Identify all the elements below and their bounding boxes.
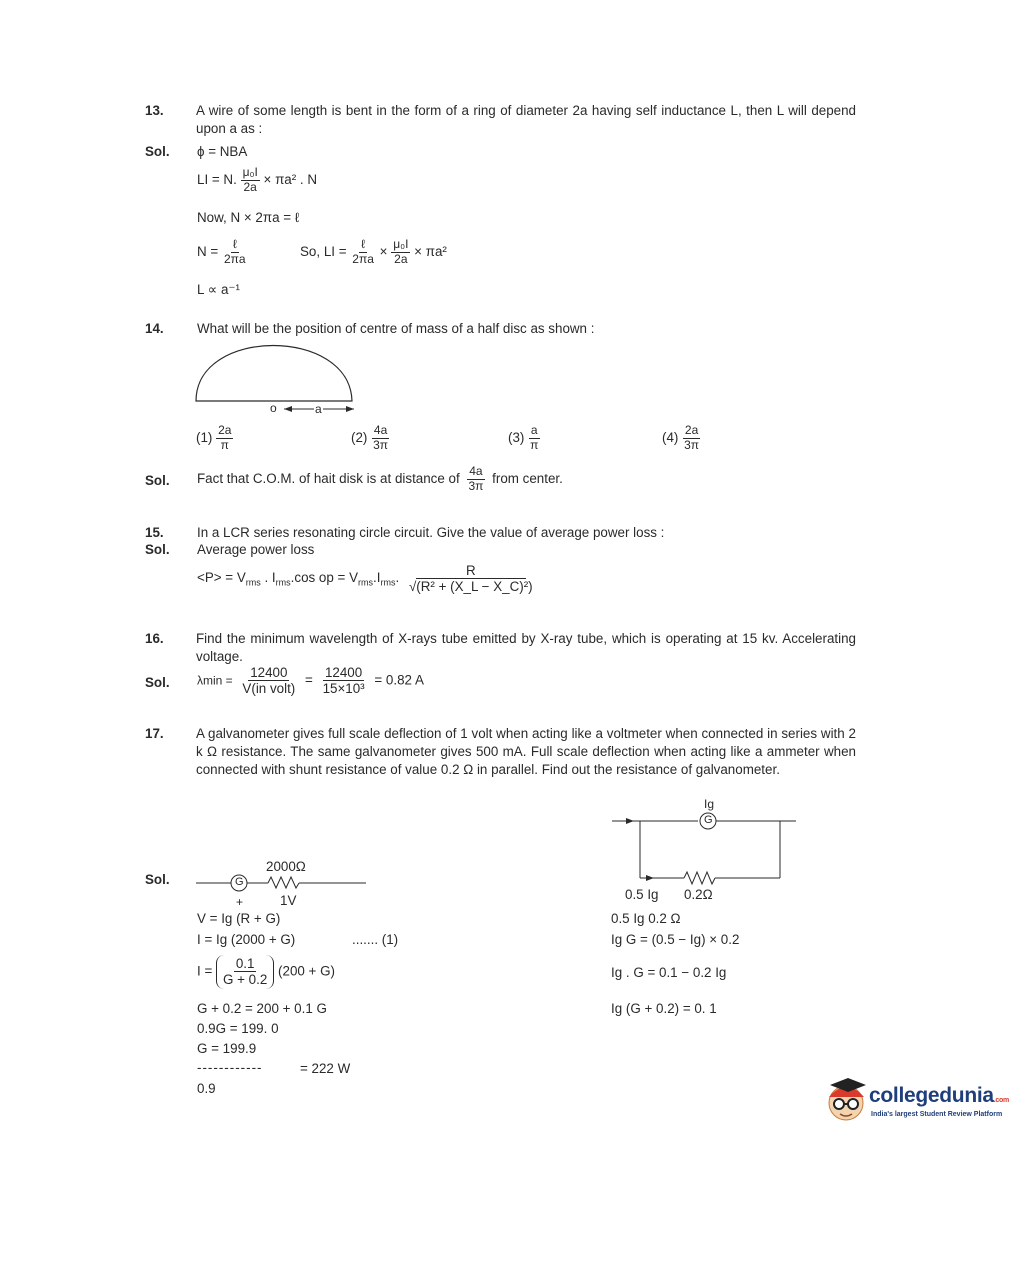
q13-frac1: $\frac{\text{μ₀I}}{2a}$	[242, 165, 258, 194]
q13-question: A wire of some length is bent in the form of a ring of diameter 2a having self inductance L, then L will depend upon a as :	[196, 103, 856, 136]
q13-line3: Now, N × 2πa = ℓ	[197, 210, 300, 225]
q15-fraction: $\frac{R}{\text{√(R² + (X\_L − X\_C)²)}}$	[408, 563, 533, 595]
q13-line4: N = $\frac{\text{ℓ}}{2\pi a}$	[197, 237, 246, 266]
q17-left-dashes: ------------	[197, 1060, 263, 1075]
q17-left-frac-line: I = $\frac{0.1}{G + 0.2}$ (200 + G)	[197, 956, 335, 988]
q17-left-line2: I = Ig (2000 + G)	[197, 932, 296, 947]
q17-left-line3: G + 0.2 = 200 + 0.1 G	[197, 1001, 327, 1016]
fig-radius-label: a	[315, 402, 322, 416]
q14-sol-label: Sol.	[145, 473, 170, 488]
half-disc-outline	[196, 346, 352, 402]
q17-right-line1: 0.5 Ig 0.2 Ω	[611, 911, 681, 926]
q17-right-line2: Ig G = (0.5 − Ig) × 0.2	[611, 932, 740, 947]
q15-number: 15.	[145, 525, 164, 540]
fig2-ig-label: Ig	[704, 797, 715, 811]
fig-origin-label: o	[270, 401, 277, 415]
q17-left-denominator: 0.9	[197, 1081, 216, 1096]
q14-option-3: (3) $\frac{a}{\pi}$	[508, 423, 539, 452]
q16-sol-label: Sol.	[145, 675, 170, 690]
q13-line5: So, LI = $\frac{\text{ℓ}}{2\pi a}$ × $\frac{\text{μ₀I}}{2a}$ × πa²	[300, 237, 447, 266]
q17-sol-label: Sol.	[145, 872, 170, 887]
current-arrow	[626, 818, 634, 824]
q13-sol-label: Sol.	[145, 144, 170, 159]
q15-line1: Average power loss	[197, 542, 315, 557]
fig1-resistor-label: 2000Ω	[266, 859, 306, 874]
half-disc-figure	[190, 335, 365, 425]
q13-line2: LI = N. $\frac{\text{μ₀I}}{2a}$ × πa² . N	[197, 165, 318, 194]
fig2-current-label: 0.5 Ig	[625, 887, 659, 902]
q17-right-line4: Ig (G + 0.2) = 0. 1	[611, 1001, 717, 1016]
q14-question: What will be the position of centre of mass of a half disc as shown :	[197, 321, 595, 336]
q14-number: 14.	[145, 321, 164, 336]
fig1-voltage-label: 1V	[280, 893, 297, 908]
q14-solution: Fact that C.O.M. of hait disk is at distance of $\frac{4a}{3\pi}$ from center.	[197, 464, 563, 493]
fig2-resistor-label: 0.2Ω	[684, 887, 713, 902]
q14-option-1: (1) $\frac{2a}{\pi}$	[196, 423, 232, 452]
q13-line1: ϕ = NBA	[197, 144, 248, 159]
q16-number: 16.	[145, 631, 164, 646]
radius-arrow-right	[346, 406, 354, 412]
q15-sol-label: Sol.	[145, 542, 170, 557]
fig1-g-label: G	[235, 876, 244, 888]
fig1-plus-label: +	[236, 895, 244, 909]
q17-left-line1: V = Ig (R + G)	[197, 911, 281, 926]
radius-arrow-left	[284, 406, 292, 412]
q17-number: 17.	[145, 726, 164, 741]
logo-brand-text: collegedunia.com	[869, 1084, 1009, 1107]
q17-right-line3: Ig . G = 0.1 − 0.2 Ig	[611, 965, 727, 980]
q15-question: In a LCR series resonating circle circuit. Give the value of average power loss :	[197, 525, 665, 540]
shunt-resistor	[684, 872, 715, 884]
q13-number: 13.	[145, 103, 164, 118]
q17-left-line4: 0.9G = 199. 0	[197, 1021, 279, 1036]
q14-option-2: (2) $\frac{4a}{3\pi}$	[351, 423, 389, 452]
q13-frac2: $\frac{\text{ℓ}}{2\pi a}$	[223, 237, 246, 266]
q17-question: A galvanometer gives full scale deflection of 1 volt when acting like a voltmeter when connected in series with 2 k Ω resistance. The same galvanometer gives 500 mA. Full scale deflection when acting like a ammeter when connected with shunt resistance of value 0.2 Ω in parallel. Find out the resistance of galvanometer.	[196, 726, 856, 777]
logo-tagline: India's largest Student Review Platform	[871, 1111, 1003, 1118]
mascot-logo-icon	[826, 1075, 868, 1127]
q16-solution: λmin = $\frac{12400}{\text{V(in volt)}}$ = $\frac{12400}{\text{15×10³}}$ = 0.82 A	[197, 665, 424, 697]
voltmeter-circuit-figure	[196, 872, 368, 894]
q17-left-line5: G = 199.9	[197, 1041, 257, 1056]
q14-option-4: (4) $\frac{2a}{3\pi}$	[662, 423, 700, 452]
q15-line2: $<P> = V_{rms}$ . $I_{rms}.\cos$ op = $V_{rms}.I_{rms}$. $\frac{R}{\text{√(R² + (X\_L − X\_C)²)}}$	[197, 563, 533, 595]
q16-question: Find the minimum wavelength of X-rays tube emitted by X-ray tube, which is operating at 15 kv. Accelerating voltage.	[196, 631, 856, 664]
q17-left-result: = 222 W	[300, 1061, 351, 1076]
q13-line6: L ∝ a⁻¹	[197, 282, 240, 297]
fig2-g-label: G	[704, 814, 713, 826]
q17-left-eqn-tag: ....... (1)	[352, 932, 399, 947]
series-resistor	[268, 877, 299, 888]
